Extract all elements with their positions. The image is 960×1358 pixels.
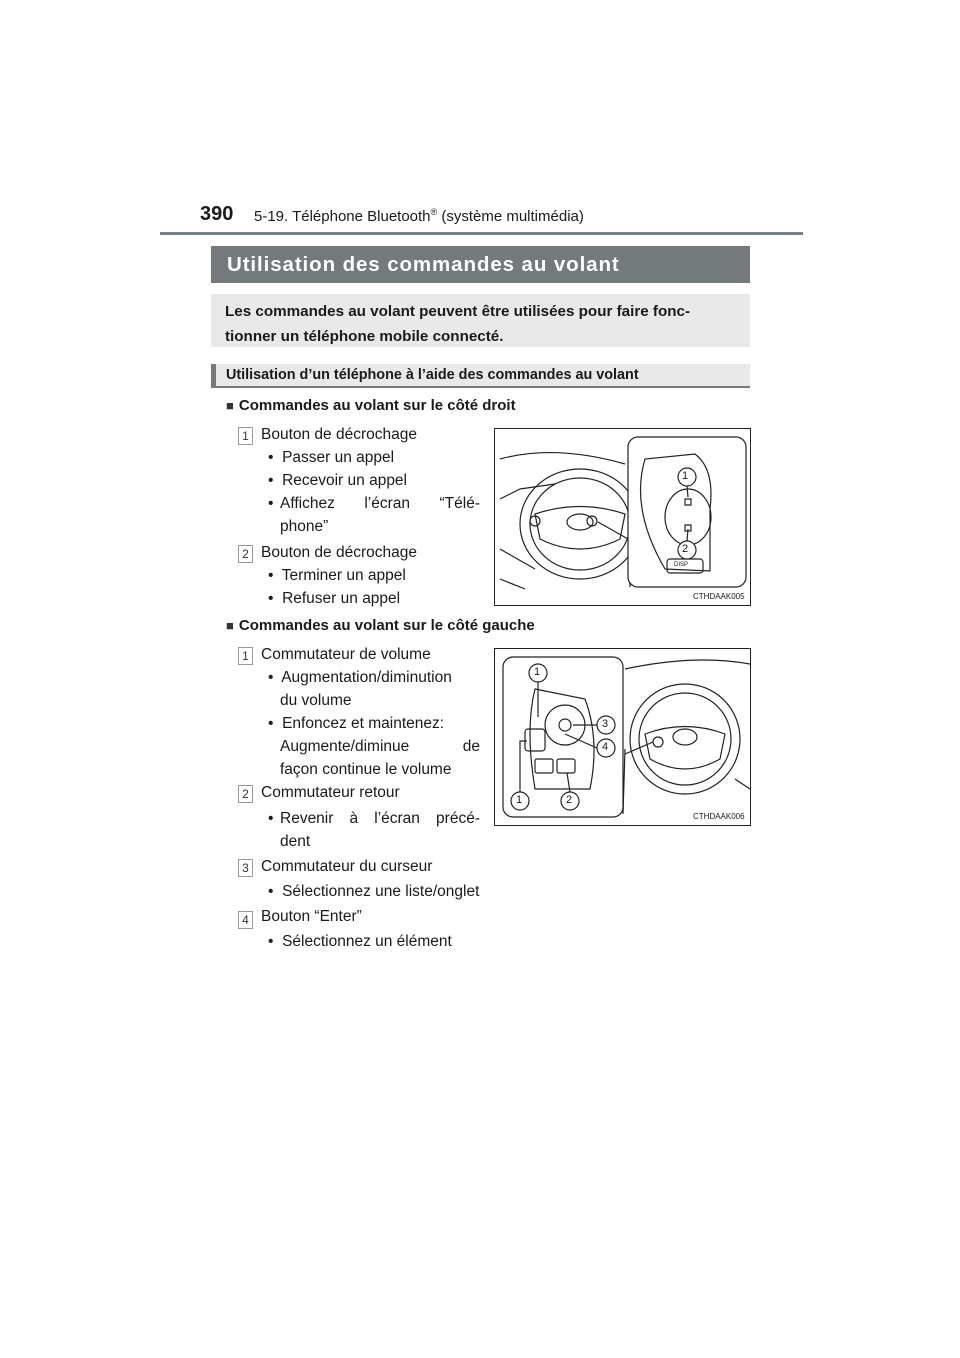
item-number: 2: [238, 785, 253, 803]
section-heading-right: [226, 397, 516, 414]
callout-4: 4: [602, 741, 609, 753]
disp-button-label: DISP: [674, 562, 689, 568]
bullet-item: • Sélectionnez un élément: [268, 933, 452, 950]
bullet-continuation: façon continue le volume: [280, 761, 452, 778]
callout-1: 1: [682, 470, 689, 482]
item-label: Commutateur de volume: [261, 646, 431, 663]
intro-box: [211, 294, 750, 347]
callout-1-lower: 1: [516, 794, 523, 806]
chapter-tail: (système multimédia): [437, 208, 584, 225]
callout-1: 1: [534, 666, 541, 678]
figure-code: CTHDAAK006: [693, 812, 745, 821]
item-label: Commutateur du curseur: [261, 858, 433, 875]
item-number: 1: [238, 647, 253, 665]
bullet-item: • Terminer un appel: [268, 567, 406, 584]
item-number: 4: [238, 911, 253, 929]
figure-left-controls: [494, 648, 751, 826]
bullet-continuation: Augmente/diminue de: [280, 738, 480, 755]
bullet-continuation: du volume: [280, 692, 352, 709]
section-marker: ■: [226, 398, 234, 413]
bullet-item: • Recevoir un appel: [268, 472, 408, 489]
item-label: Commutateur retour: [261, 784, 400, 801]
section-heading-left-text: Commandes au volant sur le côté gauche: [238, 617, 535, 634]
bullet-item: • Passer un appel: [268, 449, 395, 466]
bullet-continuation: phone”: [280, 518, 329, 535]
chapter-main: 5-19. Téléphone Bluetooth: [254, 208, 431, 225]
item-label: Bouton “Enter”: [261, 908, 362, 925]
intro-text: Les commandes au volant peuvent être utilisées pour faire fonc-tionner un téléphone mobile connecté.: [225, 303, 691, 345]
title-bar: [211, 246, 750, 283]
bullet-item: • Enfoncez et maintenez:: [268, 715, 445, 732]
callout-2: 2: [566, 794, 573, 806]
subheading-bar: [211, 364, 750, 388]
bullet-item: • Revenir à l’écran précé-: [268, 810, 480, 827]
section-marker: ■: [226, 618, 234, 633]
bullet-continuation: dent: [280, 833, 311, 850]
section-heading-left: [226, 617, 535, 634]
callout-2: 2: [682, 543, 689, 555]
item-number: 3: [238, 859, 253, 877]
figure-code: CTHDAAK005: [693, 592, 745, 601]
page-number: 390: [200, 203, 234, 225]
registered-mark: ®: [430, 207, 438, 217]
section-heading-right-text: Commandes au volant sur le côté droit: [238, 397, 516, 414]
chapter-title: [254, 207, 584, 225]
figure-right-controls: [494, 428, 751, 606]
bullet-item: • Augmentation/diminution: [268, 669, 452, 686]
item-number: 2: [238, 545, 253, 563]
page-title: Utilisation des commandes au volant: [227, 253, 620, 276]
callout-3: 3: [602, 718, 609, 730]
steering-wheel-right-illustration: [495, 429, 750, 605]
header-rule: [160, 232, 803, 235]
item-label: Bouton de décrochage: [261, 426, 417, 443]
item-number: 1: [238, 427, 253, 445]
bullet-item: • Affichez l’écran “Télé-: [268, 495, 480, 512]
bullet-item: • Sélectionnez une liste/onglet: [268, 883, 480, 900]
bullet-item: • Refuser un appel: [268, 590, 401, 607]
item-label: Bouton de décrochage: [261, 544, 417, 561]
subheading: Utilisation d’un téléphone à l’aide des commandes au volant: [226, 367, 639, 383]
